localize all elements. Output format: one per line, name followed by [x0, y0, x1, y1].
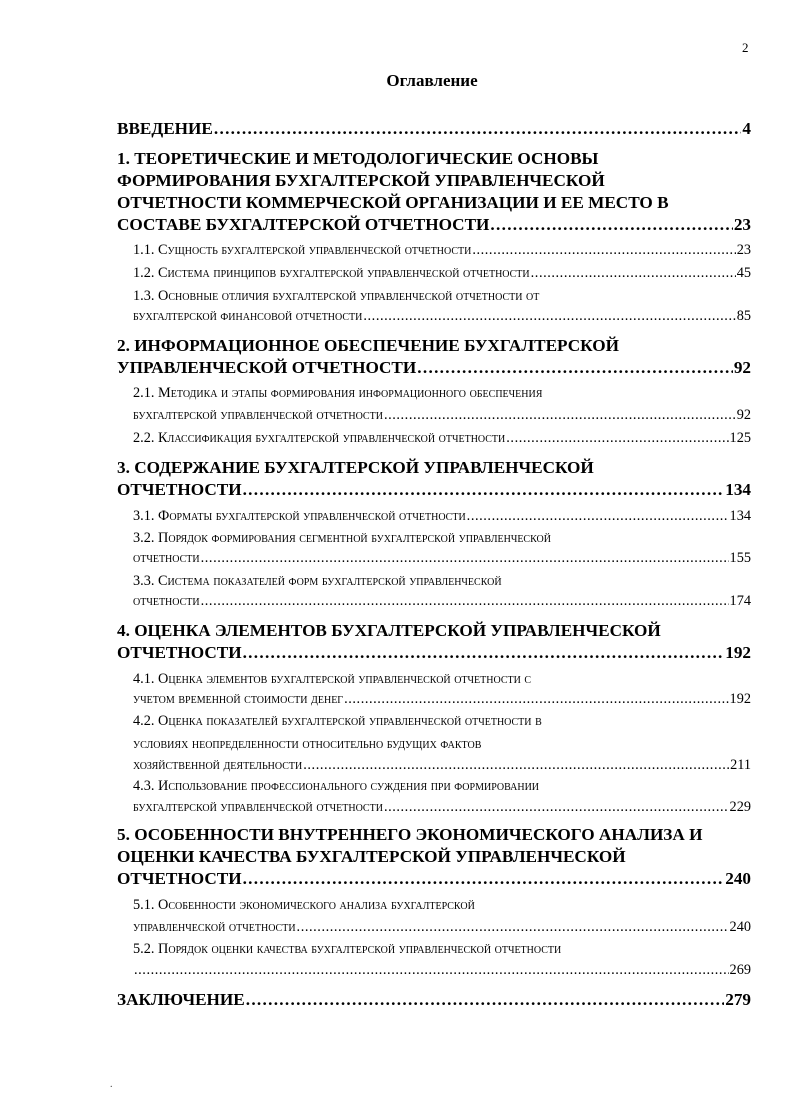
toc-entry-line[interactable]	[133, 898, 751, 912]
toc-page-number: 192	[729, 691, 751, 707]
toc-entry-text: 3.2. Порядок формирования сегментной бухгалтерской управленческой	[133, 530, 551, 546]
toc-entry[interactable]	[133, 408, 751, 422]
dot-leader	[384, 408, 736, 422]
dot-leader	[201, 551, 729, 565]
dot-leader	[363, 309, 735, 323]
dot-leader	[201, 594, 729, 608]
toc-entry[interactable]	[133, 266, 751, 280]
toc-entry-text: хозяйственной деятельности	[133, 757, 303, 773]
page-number: 2	[742, 40, 749, 55]
dot-leader	[243, 644, 725, 661]
toc-entry-line[interactable]	[133, 737, 751, 751]
toc-entry-text: отчетности	[133, 593, 200, 609]
toc-entry-text: ОТЧЕТНОСТИ КОММЕРЧЕСКОЙ ОРГАНИЗАЦИИ И ЕЕ МЕСТО В	[117, 193, 669, 212]
dot-leader	[467, 509, 729, 523]
toc-entry-text: 1.3. Основные отличия бухгалтерской управленческой отчетности от	[133, 288, 540, 304]
toc-entry-line[interactable]	[133, 386, 751, 400]
toc-entry-text: учетом временной стоимости денег	[133, 691, 344, 707]
toc-page-number: 125	[729, 430, 751, 446]
toc-entry-line[interactable]	[133, 714, 751, 728]
toc-entry[interactable]	[117, 120, 751, 137]
toc-page-number: 240	[729, 919, 751, 935]
toc-entry[interactable]	[133, 800, 751, 814]
toc-entry-line[interactable]	[117, 150, 751, 167]
toc-entry-text: 1. ТЕОРЕТИЧЕСКИЕ И МЕТОДОЛОГИЧЕСКИЕ ОСНОВЫ	[117, 149, 599, 168]
dot-leader	[134, 963, 729, 977]
dot-leader	[246, 991, 724, 1008]
toc-page-number: 155	[729, 550, 751, 566]
toc-entry[interactable]	[133, 758, 751, 772]
toc-entry-text: бухгалтерской управленческой отчетности	[133, 799, 383, 815]
dot-leader	[297, 920, 729, 934]
toc-page-number: 92	[736, 407, 751, 423]
toc-entry-line[interactable]	[133, 531, 751, 545]
toc-entry-text: ЗАКЛЮЧЕНИЕ	[117, 990, 245, 1009]
toc-entry-text: 4. ОЦЕНКА ЭЛЕМЕНТОВ БУХГАЛТЕРСКОЙ УПРАВЛЕНЧЕСКОЙ	[117, 621, 661, 640]
toc-entry-text: 2. ИНФОРМАЦИОННОЕ ОБЕСПЕЧЕНИЕ БУХГАЛТЕРСКОЙ	[117, 336, 619, 355]
toc-entry-text: 5.1. Особенности экономического анализа бухгалтерской	[133, 897, 475, 913]
toc-entry-text: отчетности	[133, 550, 200, 566]
toc-page-number: 4	[742, 119, 751, 138]
toc-entry-text: 4.1. Оценка элементов бухгалтерской управленческой отчетности с	[133, 671, 532, 687]
dot-leader	[243, 870, 725, 887]
toc-entry[interactable]	[133, 963, 751, 977]
toc-entry-line[interactable]	[117, 337, 751, 354]
toc-entry-line[interactable]	[117, 172, 751, 189]
toc-entry[interactable]	[133, 920, 751, 934]
dot-leader	[417, 359, 733, 376]
toc-entry[interactable]	[133, 692, 751, 706]
toc-entry[interactable]	[117, 359, 751, 376]
toc-entry[interactable]	[133, 243, 751, 257]
toc-entry-text: ОТЧЕТНОСТИ	[117, 869, 242, 888]
toc-entry-text: ОТЧЕТНОСТИ	[117, 480, 242, 499]
toc-page-number: 192	[725, 643, 751, 662]
toc-entry-text: СОСТАВЕ БУХГАЛТЕРСКОЙ ОТЧЕТНОСТИ	[117, 215, 490, 234]
toc-page-number: 92	[733, 358, 751, 377]
toc-entry[interactable]	[117, 216, 751, 233]
toc-entry-text: ВВЕДЕНИЕ	[117, 119, 213, 138]
dot-leader	[490, 216, 732, 233]
toc-entry-line[interactable]	[133, 672, 751, 686]
toc-entry-text: 3.3. Система показателей форм бухгалтерской управленческой	[133, 573, 502, 589]
toc-page-number: 23	[736, 242, 751, 258]
toc-entry-text: 4.3. Использование профессионального суждения при формировании	[133, 778, 540, 794]
stray-mark: .	[110, 1079, 113, 1090]
toc-entry[interactable]	[117, 481, 751, 498]
toc-page-number: 240	[725, 869, 751, 888]
toc-entry-line[interactable]	[133, 779, 751, 793]
toc-page-number: 229	[729, 799, 751, 815]
toc-entry-text: ОТЧЕТНОСТИ	[117, 643, 242, 662]
toc-entry-line[interactable]	[117, 194, 751, 211]
toc-page-number: 45	[736, 265, 751, 281]
toc-entry[interactable]	[133, 431, 751, 445]
toc-entry-text: ОЦЕНКИ КАЧЕСТВА БУХГАЛТЕРСКОЙ УПРАВЛЕНЧЕСКОЙ	[117, 847, 626, 866]
toc-entry-text: 5. ОСОБЕННОСТИ ВНУТРЕННЕГО ЭКОНОМИЧЕСКОГО АНАЛИЗА И	[117, 825, 703, 844]
toc-entry[interactable]	[133, 509, 751, 523]
toc-page-number: 85	[736, 308, 751, 324]
toc-entry-line[interactable]	[117, 459, 751, 476]
dot-leader	[384, 800, 729, 814]
toc-entry-text: 5.2. Порядок оценки качества бухгалтерской управленческой отчетности	[133, 941, 562, 957]
toc-entry-text: 2.1. Методика и этапы формирования информационного обеспечения	[133, 385, 543, 401]
toc-entry-text: ФОРМИРОВАНИЯ БУХГАЛТЕРСКОЙ УПРАВЛЕНЧЕСКОЙ	[117, 171, 605, 190]
dot-leader	[506, 431, 728, 445]
toc-entry-text: 4.2. Оценка показателей бухгалтерской управленческой отчетности в	[133, 713, 542, 729]
toc-title: Оглавление	[386, 71, 478, 90]
toc-entry[interactable]	[133, 309, 751, 323]
toc-page-number: 211	[730, 757, 751, 773]
toc-entry[interactable]	[117, 870, 751, 887]
toc-entry-text: бухгалтерской финансовой отчетности	[133, 308, 363, 324]
toc-entry[interactable]	[117, 644, 751, 661]
dot-leader	[243, 481, 725, 498]
toc-entry-text: 1.2. Система принципов бухгалтерской управленческой отчетности	[133, 265, 530, 281]
toc-entry-text: бухгалтерской управленческой отчетности	[133, 407, 383, 423]
toc-entry-line[interactable]	[117, 848, 751, 865]
dot-leader	[472, 243, 735, 257]
toc-page-number: 174	[729, 593, 751, 609]
toc-entry-line[interactable]	[117, 622, 751, 639]
toc-page-number: 134	[725, 480, 751, 499]
toc-entry-text: УПРАВЛЕНЧЕСКОЙ ОТЧЕТНОСТИ	[117, 358, 417, 377]
toc-entry-line[interactable]	[117, 826, 751, 843]
toc-page-number: 279	[725, 990, 751, 1009]
toc-entry-text: 1.1. Сущность бухгалтерской управленческой отчетности	[133, 242, 472, 258]
toc-entry-line[interactable]	[133, 289, 751, 303]
toc-entry-text: 2.2. Классификация бухгалтерской управленческой отчетности	[133, 430, 506, 446]
dot-leader	[344, 692, 728, 706]
toc-entry[interactable]	[133, 551, 751, 565]
dot-leader	[303, 758, 729, 772]
toc-entry-text: 3.1. Форматы бухгалтерской управленческой отчетности	[133, 508, 466, 524]
toc-page-number: 23	[733, 215, 751, 234]
toc-entry[interactable]	[133, 594, 751, 608]
dot-leader	[214, 120, 742, 137]
toc-entry-line[interactable]	[133, 574, 751, 588]
toc-entry-text: 3. СОДЕРЖАНИЕ БУХГАЛТЕРСКОЙ УПРАВЛЕНЧЕСКОЙ	[117, 458, 594, 477]
toc-page-number: 134	[729, 508, 751, 524]
dot-leader	[531, 266, 736, 280]
toc-entry-text: условиях неопределенности относительно будущих фактов	[133, 736, 482, 752]
toc-entry[interactable]	[117, 991, 751, 1008]
toc-entry-text: управленческой отчетности	[133, 919, 296, 935]
toc-entry-line[interactable]	[133, 942, 751, 956]
toc-page-number: 269	[729, 962, 751, 978]
